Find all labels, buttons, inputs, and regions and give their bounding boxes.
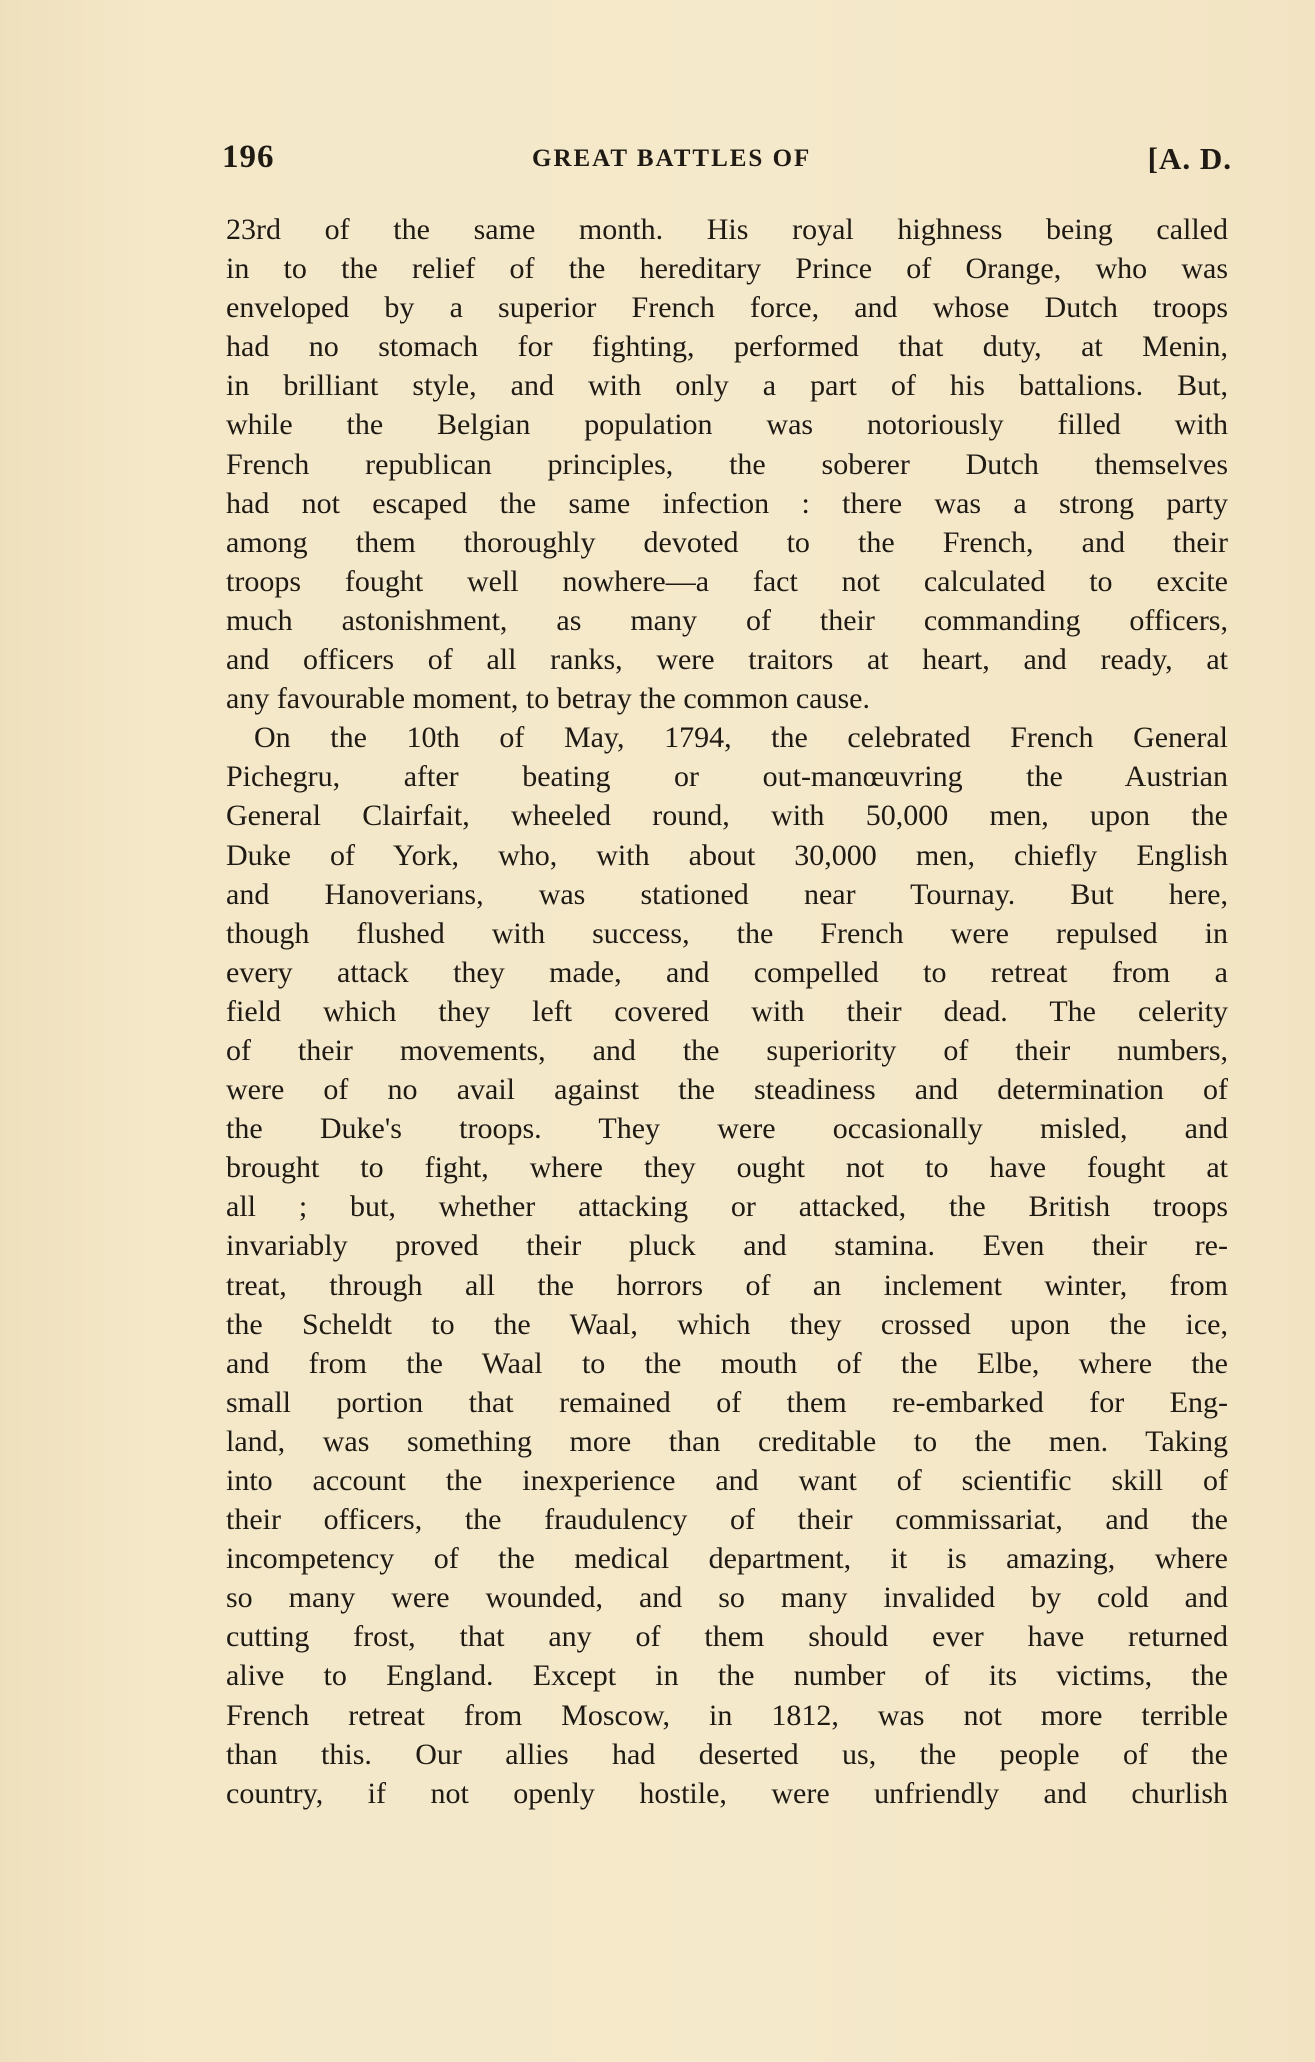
text-line: Pichegru, after beating or out-manœuvring the Austrian: [226, 760, 1228, 794]
text-line: had no stomach for fighting, performed that duty, at Menin,: [226, 330, 1228, 364]
text-line: any favourable moment, to betray the common cause.: [226, 682, 870, 716]
text-line: enveloped by a superior French force, and whose Dutch troops: [226, 291, 1228, 325]
text-line: than this. Our allies had deserted us, the people of the: [226, 1737, 1228, 1771]
text-line: and Hanoverians, was stationed near Tournay. But here,: [226, 877, 1228, 911]
running-era: [A. D.: [1147, 141, 1232, 176]
text-line: and from the Waal to the mouth of the Elbe, where the: [226, 1346, 1228, 1380]
text-line: of their movements, and the superiority of their numbers,: [226, 1033, 1228, 1067]
running-title: GREAT BATTLES OF: [532, 145, 812, 172]
text-line: Duke of York, who, with about 30,000 men, chiefly English: [226, 838, 1228, 872]
text-line: the Scheldt to the Waal, which they crossed upon the ice,: [226, 1307, 1228, 1341]
page-number: 196: [222, 139, 275, 175]
text-line: in to the relief of the hereditary Prince of Orange, who was: [226, 252, 1228, 286]
text-line: treat, through all the horrors of an inclement winter, from: [226, 1268, 1228, 1302]
text-line: incompetency of the medical department, it is amazing, where: [226, 1542, 1228, 1576]
text-line: alive to England. Except in the number of its victims, the: [226, 1659, 1228, 1693]
body-text: [226, 210, 1228, 1813]
text-line: On the 10th of May, 1794, the celebrated French General: [254, 721, 1228, 755]
text-line: French republican principles, the soberer Dutch themselves: [226, 447, 1228, 481]
text-line: the Duke's troops. They were occasionally misled, and: [226, 1112, 1228, 1146]
running-header: [222, 139, 1232, 183]
text-line: their officers, the fraudulency of their commissariat, and the: [226, 1503, 1228, 1537]
text-line: among them thoroughly devoted to the French, and their: [226, 525, 1228, 559]
text-line: field which they left covered with their dead. The celerity: [226, 994, 1228, 1028]
text-line: much astonishment, as many of their commanding officers,: [226, 603, 1228, 637]
text-line: brought to fight, where they ought not to have fought at: [226, 1151, 1228, 1185]
text-line: while the Belgian population was notoriously filled with: [226, 408, 1228, 442]
text-line: country, if not openly hostile, were unfriendly and churlish: [226, 1776, 1228, 1810]
text-line: General Clairfait, wheeled round, with 50,000 men, upon the: [226, 799, 1228, 833]
text-line: and officers of all ranks, were traitors at heart, and ready, at: [226, 643, 1228, 677]
text-line: French retreat from Moscow, in 1812, was not more terrible: [226, 1698, 1228, 1732]
text-line: land, was something more than creditable to the men. Taking: [226, 1424, 1228, 1458]
text-line: troops fought well nowhere—a fact not calculated to excite: [226, 564, 1228, 598]
text-line: all ; but, whether attacking or attacked, the British troops: [226, 1190, 1228, 1224]
text-line: into account the inexperience and want of scientific skill of: [226, 1464, 1228, 1497]
text-line: were of no avail against the steadiness and determination of: [226, 1073, 1228, 1107]
text-line: had not escaped the same infection : there was a strong party: [226, 486, 1228, 520]
text-line: in brilliant style, and with only a part of his battalions. But,: [226, 369, 1228, 403]
text-line: invariably proved their pluck and stamina. Even their re-: [226, 1229, 1228, 1263]
text-line: every attack they made, and compelled to retreat from a: [226, 955, 1228, 989]
text-line: so many were wounded, and so many invalided by cold and: [226, 1581, 1228, 1615]
text-line: cutting frost, that any of them should ever have returned: [226, 1620, 1228, 1654]
text-line: 23rd of the same month. His royal highness being called: [226, 213, 1228, 246]
text-line: though flushed with success, the French were repulsed in: [226, 916, 1228, 950]
text-line: small portion that remained of them re-embarked for Eng-: [226, 1385, 1228, 1419]
